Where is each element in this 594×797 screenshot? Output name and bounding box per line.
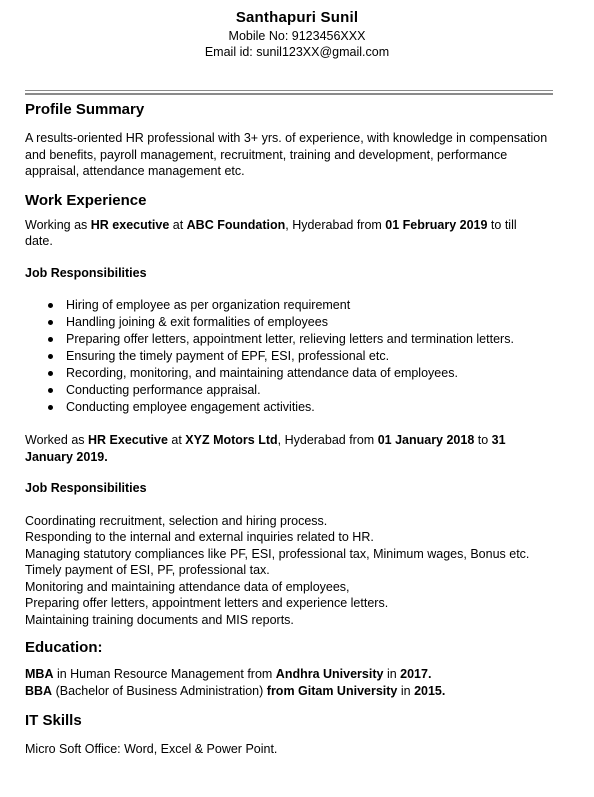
job1-summary — [25, 217, 545, 250]
bba-university: from Gitam University — [266, 683, 398, 698]
job2-text-4: to — [474, 433, 492, 447]
job2-responsibilities-list — [25, 513, 555, 629]
list-item: Maintaining training documents and MIS reports. — [25, 612, 294, 627]
list-item: Preparing offer letters, appointment letters and experience letters. — [25, 596, 389, 610]
mobile-number: Mobile No: 9123456XXX — [228, 29, 366, 43]
bba-year: 2015. — [414, 683, 446, 698]
job2-text-1: Worked as — [25, 433, 88, 447]
list-item: Recording, monitoring, and maintaining attendance data of employees. — [66, 365, 555, 382]
resume-header — [0, 0, 594, 60]
job2-start-date: 01 January 2018 — [377, 433, 475, 447]
list-item: Ensuring the timely payment of EPF, ESI, professional etc. — [66, 348, 555, 365]
education-heading: Education: — [25, 639, 103, 656]
profile-summary-text: A results-oriented HR professional with 3+ yrs. of experience, with knowledge in compensation and benefits, payroll management, recruitment, training and development, performance appraisal, attendance management etc. — [25, 131, 548, 178]
list-item: Timely payment of ESI, PF, professional tax. — [25, 563, 270, 577]
header-divider — [25, 90, 553, 95]
mba-year: 2017. — [400, 667, 432, 681]
job1-start-date: 01 February 2019 — [385, 217, 488, 232]
job1-role: HR executive — [90, 217, 170, 232]
list-item: Preparing offer letters, appointment letter, relieving letters and termination letters. — [66, 331, 555, 348]
it-skills-heading: IT Skills — [25, 712, 82, 729]
bba-degree: BBA — [25, 683, 53, 698]
list-item: Managing statutory compliances like PF, ESI, professional tax, Minimum wages, Bonus etc. — [25, 546, 530, 561]
mba-university: Andhra University — [275, 667, 384, 681]
mba-text-2: in — [383, 667, 401, 681]
candidate-name: Santhapuri Sunil — [235, 9, 359, 26]
bba-text-1: (Bachelor of Business Administration) — [52, 683, 267, 698]
bba-text-2: in — [397, 683, 415, 698]
it-skills-text: Micro Soft Office: Word, Excel & Power Point. — [25, 742, 278, 756]
list-item: Hiring of employee as per organization requirement — [66, 297, 555, 314]
job1-text-4: to till date. — [25, 217, 517, 248]
email-address: Email id: sunil123XX@gmail.com — [204, 45, 390, 59]
resume-body — [25, 100, 555, 758]
job1-text-3: , Hyderabad from — [285, 217, 386, 232]
job2-role: HR Executive — [88, 433, 168, 447]
job2-text-5: . — [104, 449, 108, 464]
education-bba — [25, 683, 555, 700]
list-item: Responding to the internal and external inquiries related to HR. — [25, 530, 374, 544]
list-item: Coordinating recruitment, selection and hiring process. — [25, 513, 328, 528]
job1-responsibilities-list — [25, 297, 555, 416]
mba-degree: MBA — [25, 667, 54, 681]
job2-summary — [25, 432, 535, 465]
job2-company: XYZ Motors Ltd — [185, 433, 278, 447]
job1-responsibilities-heading: Job Responsibilities — [25, 265, 147, 280]
job1-text-1: Working as — [25, 217, 91, 232]
job1-text-2: at — [169, 217, 187, 232]
list-item: Conducting performance appraisal. — [66, 382, 555, 399]
job2-text-2: at — [167, 433, 186, 447]
job2-text-3: , Hyderabad from — [277, 433, 378, 447]
list-item: Monitoring and maintaining attendance data of employees, — [25, 579, 350, 594]
education-mba — [25, 666, 555, 683]
mba-text-1: in Human Resource Management from — [53, 667, 276, 681]
list-item: Handling joining & exit formalities of employees — [66, 314, 555, 331]
job2-end-date: 31 January 2019 — [25, 433, 506, 464]
profile-summary-heading: Profile Summary — [25, 101, 145, 118]
job2-responsibilities-heading: Job Responsibilities — [25, 481, 147, 495]
work-experience-heading: Work Experience — [25, 191, 147, 209]
list-item: Conducting employee engagement activities. — [66, 399, 555, 416]
job1-company: ABC Foundation — [186, 217, 286, 232]
